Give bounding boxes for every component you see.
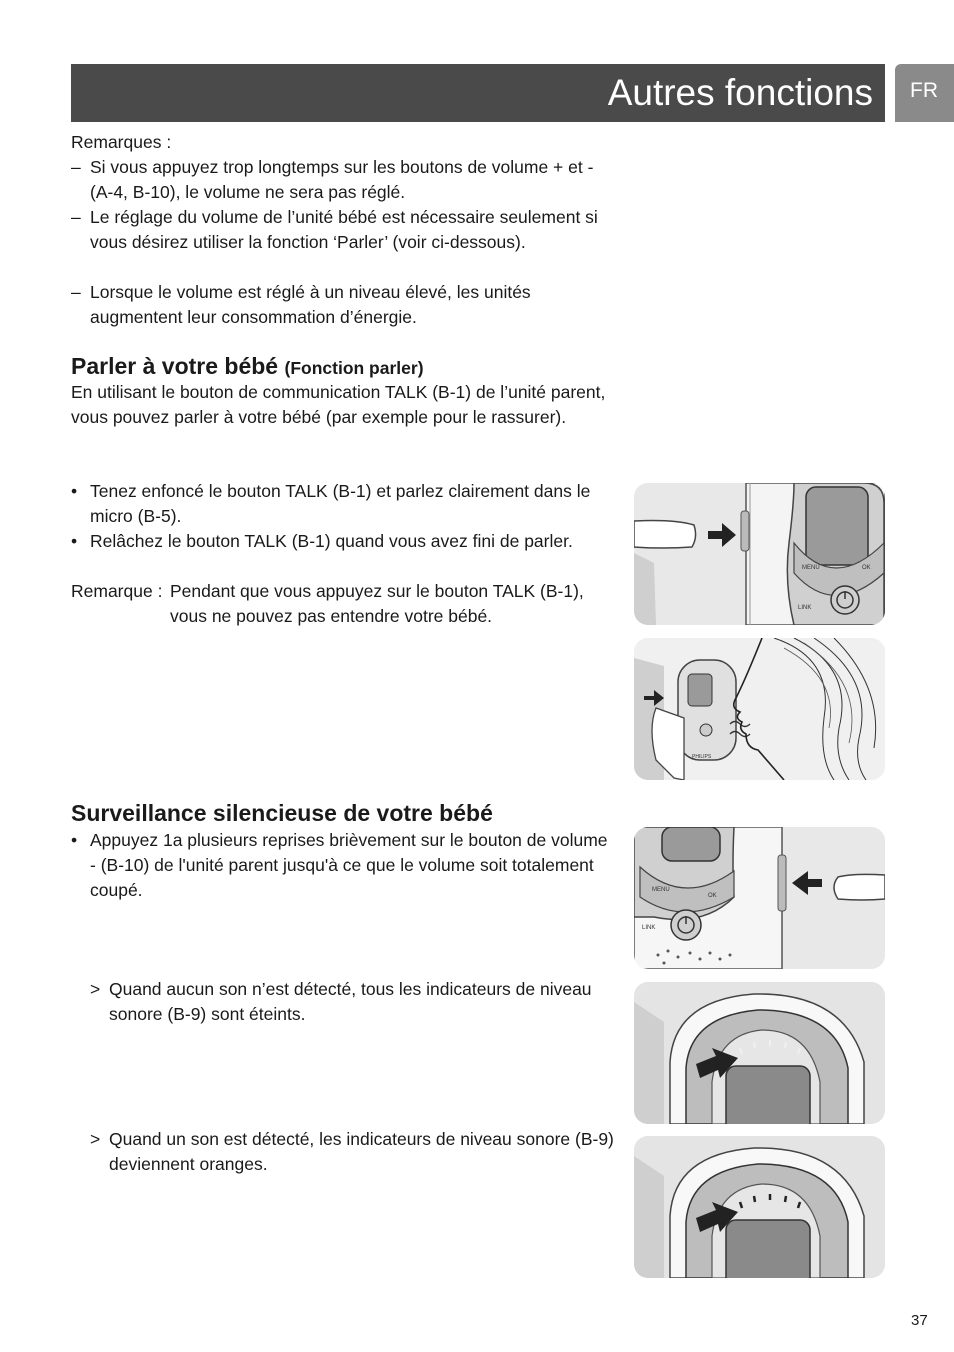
talk-bullet: [71, 529, 616, 554]
link-label: LINK: [642, 925, 656, 931]
remarks-label: Remarques :: [71, 132, 172, 152]
language-label: FR: [910, 79, 938, 102]
result-mark: >: [90, 979, 101, 999]
illustration-press-volume: [634, 827, 885, 969]
remark-item: [71, 155, 611, 205]
ok-label: OK: [708, 893, 717, 899]
header-bar: [71, 64, 885, 122]
talk-bullet: [71, 479, 616, 529]
illustration-indicators-on: [634, 1136, 885, 1278]
section-title-silent: Surveillance silencieuse de votre bébé: [71, 800, 493, 826]
dash-mark: –: [71, 207, 81, 227]
page-number: 37: [911, 1312, 928, 1329]
result-item: [90, 977, 615, 1027]
result-text: Quand un son est détecté, les indicateurs de niveau sonore (B-9) deviennent oranges.: [109, 1129, 614, 1174]
ok-label: OK: [862, 565, 871, 571]
bullet-mark: •: [71, 481, 78, 501]
result-mark: >: [90, 1129, 101, 1149]
result-item: [90, 1127, 615, 1177]
illustration-talking: [634, 638, 885, 780]
remark-text: Si vous appuyez trop longtemps sur les boutons de volume + et - (A-4, B-10), le volume ne sera pas réglé.: [90, 157, 594, 202]
section-title-talk: [71, 352, 424, 382]
talk-intro: En utilisant le bouton de communication TALK (B-1) de l’unité parent, vous pouvez parler à votre bébé (par exemple pour le rassurer).: [71, 382, 606, 427]
talk-bullet-text: Tenez enfoncé le bouton TALK (B-1) et parlez clairement dans le micro (B-5).: [90, 481, 591, 526]
brand-label: PHILIPS: [692, 754, 712, 760]
page-title: Autres fonctions: [607, 72, 873, 113]
dash-mark: –: [71, 282, 81, 302]
menu-label: MENU: [802, 565, 820, 571]
talk-subtitle: (Fonction parler): [284, 358, 424, 378]
illustration-indicators-off: [634, 982, 885, 1124]
talk-bullet-text: Relâchez le bouton TALK (B-1) quand vous avez fini de parler.: [90, 531, 573, 551]
remark-item: [71, 280, 611, 330]
language-tab: [895, 64, 954, 122]
dash-mark: –: [71, 157, 81, 177]
silent-bullet-text: Appuyez 1a plusieurs reprises brièvement sur le bouton de volume - (B-10) de l'unité parent jusqu'à ce que le volume soit totalement coupé.: [90, 830, 608, 900]
link-label: LINK: [798, 605, 812, 611]
remark-item: [71, 205, 611, 255]
menu-label: MENU: [652, 887, 670, 893]
bullet-mark: •: [71, 830, 78, 850]
bullet-mark: •: [71, 531, 78, 551]
talk-title: Parler à votre bébé: [71, 353, 279, 379]
remark-text: Lorsque le volume est réglé à un niveau élevé, les unités augmentent leur consommation d’énergie.: [90, 282, 531, 327]
note-label: Remarque :: [71, 581, 163, 601]
remark-text: Le réglage du volume de l’unité bébé est nécessaire seulement si vous désirez utiliser la fonction ‘Parler’ (voir ci-dessous).: [90, 207, 598, 252]
result-text: Quand aucun son n’est détecté, tous les indicateurs de niveau sonore (B-9) sont éteints.: [109, 979, 592, 1024]
illustration-press-talk: [634, 483, 885, 625]
silent-bullet: [71, 828, 616, 903]
note-text: Pendant que vous appuyez sur le bouton TALK (B-1), vous ne pouvez pas entendre votre bébé.: [170, 581, 584, 626]
